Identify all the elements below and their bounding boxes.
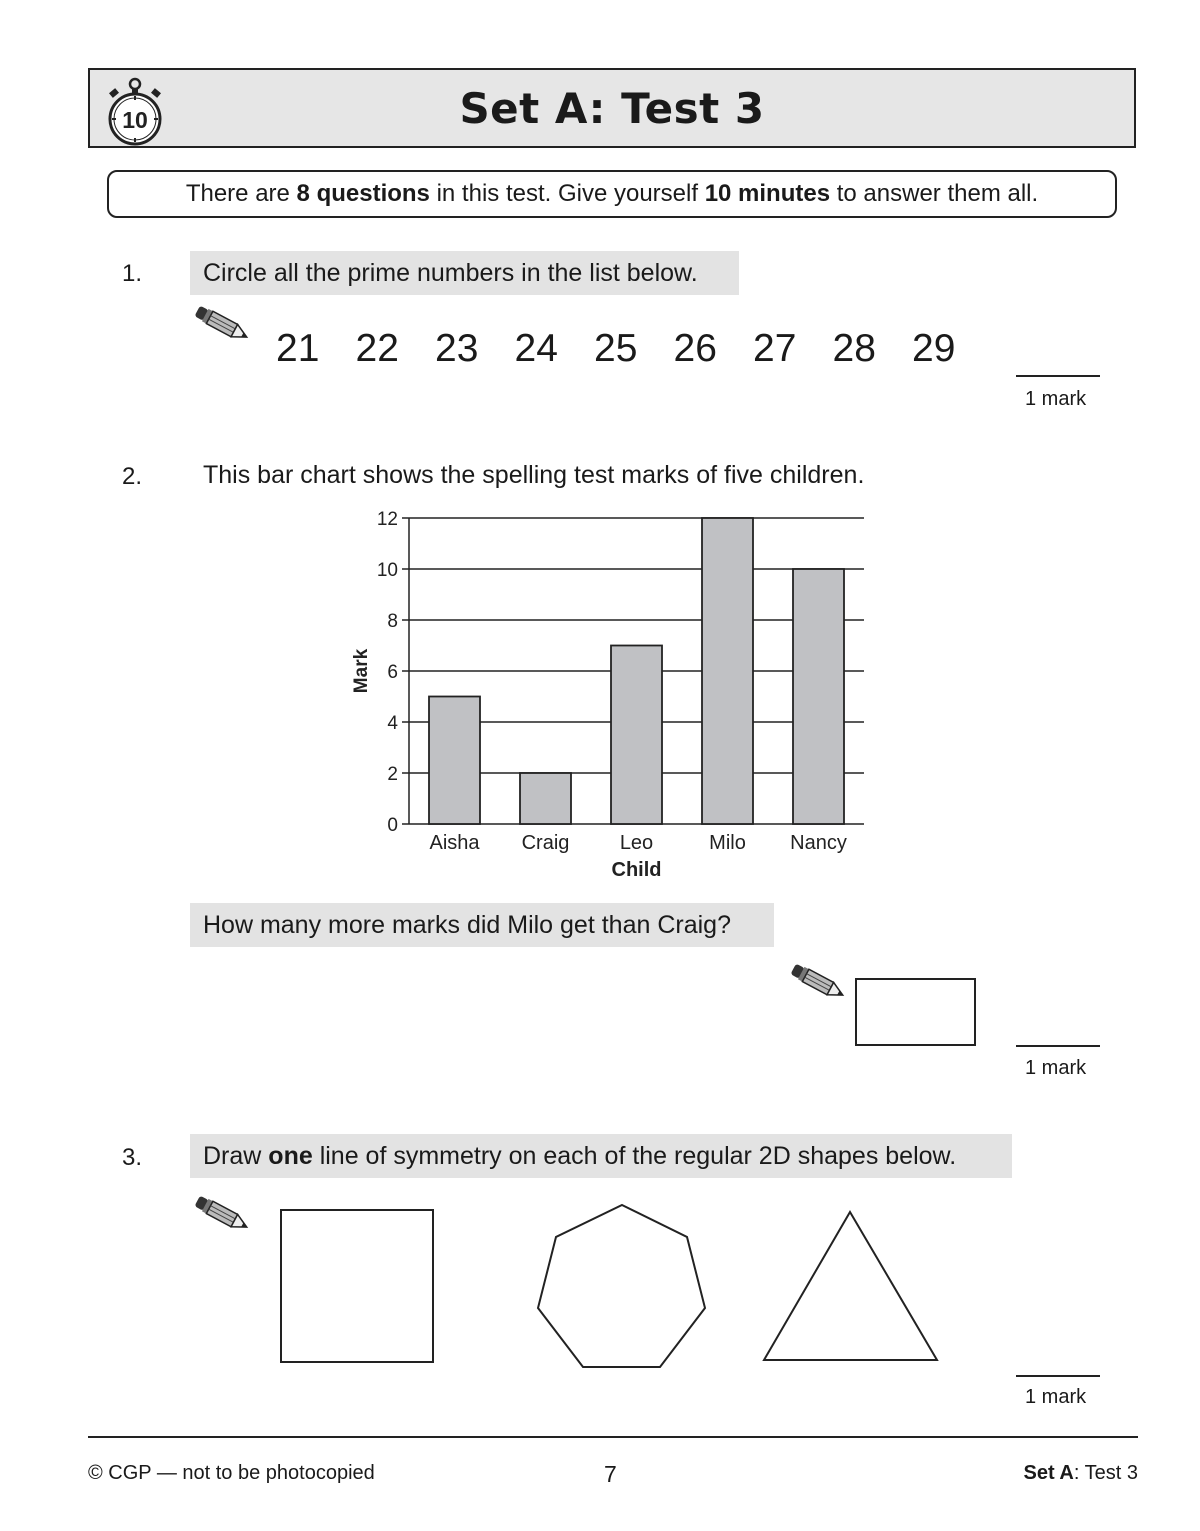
triangle-shape[interactable] xyxy=(764,1212,937,1360)
x-tick-label: Aisha xyxy=(429,832,480,854)
timer-label: 10 xyxy=(122,107,148,133)
question-3-number: 3. xyxy=(122,1144,143,1171)
bar-milo xyxy=(702,518,753,824)
pencil-icon xyxy=(786,964,850,1000)
page-number: 7 xyxy=(604,1461,617,1487)
question-2-sub-prompt: How many more marks did Milo get than Craig? xyxy=(190,903,774,947)
question-1-mark: 1 mark xyxy=(1025,388,1087,410)
pencil-icon xyxy=(190,1196,254,1232)
number-option[interactable]: 29 xyxy=(912,327,956,370)
y-tick-label: 0 xyxy=(387,815,398,836)
number-list xyxy=(276,327,992,371)
footer-copyright: © CGP — not to be photocopied xyxy=(88,1462,375,1484)
y-axis-label: Mark xyxy=(351,648,372,694)
bar-aisha xyxy=(429,697,480,825)
bar-craig xyxy=(520,773,571,824)
instructions-text-3: to answer them all. xyxy=(830,180,1039,207)
square-shape[interactable] xyxy=(281,1210,433,1362)
mark-line xyxy=(1016,1375,1100,1377)
x-axis-label: Child xyxy=(611,859,662,881)
number-option[interactable]: 22 xyxy=(355,327,399,370)
instructions-question-count: 8 questions xyxy=(296,180,430,207)
question-3-mark: 1 mark xyxy=(1025,1386,1087,1408)
number-option[interactable]: 25 xyxy=(594,327,638,370)
x-tick-label: Craig xyxy=(521,832,570,854)
footer-set: Set A xyxy=(1023,1462,1074,1484)
heptagon-shape[interactable] xyxy=(538,1205,705,1367)
bar-leo xyxy=(611,646,662,825)
number-option[interactable]: 27 xyxy=(753,327,797,370)
number-option[interactable]: 21 xyxy=(276,327,320,370)
question-1-prompt: Circle all the prime numbers in the list below. xyxy=(190,251,739,295)
question-2-prompt: This bar chart shows the spelling test marks of five children. xyxy=(203,461,865,489)
mark-line xyxy=(1016,375,1100,377)
y-tick-label: 10 xyxy=(376,560,398,581)
instructions-text-2: in this test. Give yourself xyxy=(429,180,705,207)
footer-test-name xyxy=(1023,1462,1138,1485)
question-1-number: 1. xyxy=(122,260,143,287)
x-tick-label: Leo xyxy=(619,832,654,854)
footer-test: : Test 3 xyxy=(1073,1462,1138,1484)
question-3-prompt-bold: one xyxy=(268,1142,313,1170)
page-title: Set A: Test 3 xyxy=(459,84,765,133)
y-tick-label: 2 xyxy=(387,764,398,785)
y-tick-label: 8 xyxy=(387,611,398,632)
instructions-box xyxy=(107,170,1117,218)
instructions-time-limit: 10 minutes xyxy=(704,180,831,207)
instructions-text-1: There are xyxy=(185,180,297,207)
answer-box[interactable] xyxy=(855,978,976,1046)
question-2-number: 2. xyxy=(122,463,143,490)
x-tick-label: Milo xyxy=(709,832,746,854)
question-3-prompt xyxy=(190,1134,1012,1178)
shapes-area xyxy=(270,1195,960,1380)
y-tick-label: 4 xyxy=(387,713,398,734)
y-tick-label: 12 xyxy=(376,509,398,530)
x-tick-label: Nancy xyxy=(790,832,847,854)
pencil-icon xyxy=(190,306,254,342)
number-option[interactable]: 24 xyxy=(514,327,558,370)
question-3-prompt-pre: Draw xyxy=(203,1142,269,1170)
number-option[interactable]: 23 xyxy=(435,327,479,370)
footer-divider xyxy=(88,1436,1138,1438)
bar-nancy xyxy=(793,569,844,824)
bar-chart xyxy=(340,500,880,890)
number-option[interactable]: 26 xyxy=(673,327,717,370)
question-2-mark: 1 mark xyxy=(1025,1057,1087,1079)
mark-line xyxy=(1016,1045,1100,1047)
number-option[interactable]: 28 xyxy=(832,327,876,370)
y-tick-label: 6 xyxy=(387,662,398,683)
title-banner xyxy=(88,68,1136,148)
question-3-prompt-post: line of symmetry on each of the regular 2D shapes below. xyxy=(312,1142,957,1170)
